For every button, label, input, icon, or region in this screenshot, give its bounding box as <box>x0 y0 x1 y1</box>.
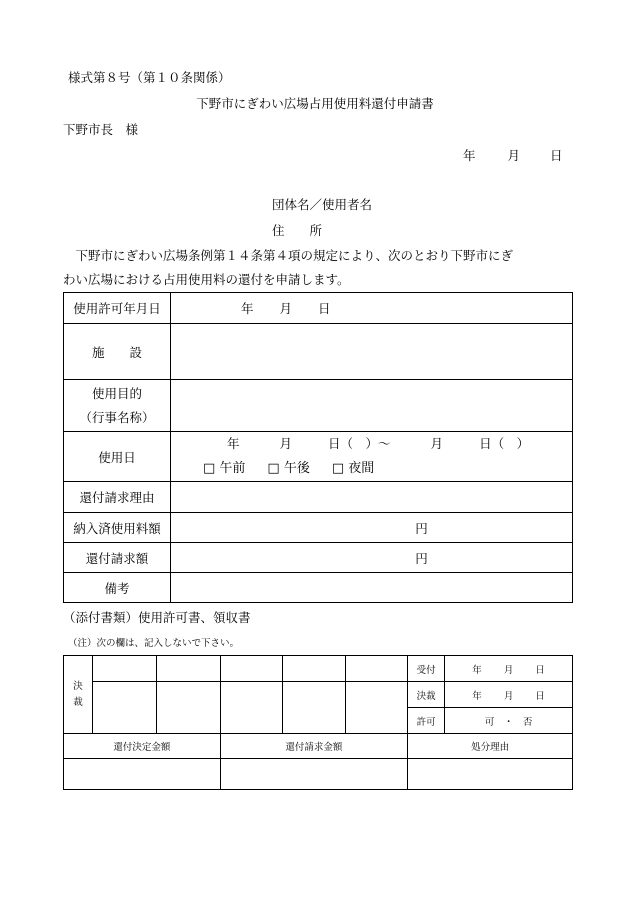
facility-label: 施 設 <box>64 324 171 380</box>
permit-date-month: 月 <box>279 301 293 316</box>
permit-date-cell[interactable] <box>171 293 573 324</box>
refund-reason-label: 還付請求理由 <box>64 482 171 513</box>
decided-label: 決裁 <box>408 682 445 708</box>
disposition-reason-cell[interactable] <box>408 759 573 790</box>
body-text-line-1: 下野市にぎわい広場条例第１４条第４項の規定により、次のとおり下野市にぎ <box>63 248 514 263</box>
table-row <box>64 759 573 790</box>
decided-month: 月 <box>503 690 514 702</box>
use-day-year: 年 <box>227 436 240 451</box>
date-line <box>463 146 563 164</box>
seal-box[interactable] <box>346 656 408 682</box>
time-options <box>203 456 572 481</box>
seal-box[interactable] <box>92 656 156 682</box>
purpose-label-line-1: 使用目的 <box>91 385 142 401</box>
decided-year: 年 <box>472 690 482 702</box>
seal-box[interactable] <box>156 656 220 682</box>
received-label: 受付 <box>408 656 445 682</box>
received-day: 日 <box>535 664 545 676</box>
table-row <box>64 734 573 759</box>
refund-amount-unit: 円 <box>415 550 428 566</box>
paid-fee-label: 納入済使用料額 <box>64 513 171 543</box>
date-month: 月 <box>507 148 521 163</box>
refund-reason-cell[interactable] <box>171 482 573 513</box>
purpose-label-line-2: （行事名称） <box>79 409 155 425</box>
refund-request-amount-cell[interactable] <box>220 759 408 790</box>
table-row <box>64 293 573 324</box>
form-title: 下野市にぎわい広場占用使用料還付申請書 <box>196 96 434 111</box>
office-use-table <box>63 655 573 790</box>
received-date[interactable] <box>445 656 573 682</box>
seal-box[interactable] <box>220 656 282 682</box>
table-row <box>64 656 573 682</box>
office-use-note: （注）次の欄は、記入しないで下さい。 <box>68 638 240 649</box>
refund-request-amount-label: 還付請求金額 <box>220 734 408 759</box>
use-day-day-2: 日（ ） <box>479 436 530 451</box>
use-day-month-1: 月 <box>279 436 293 451</box>
seal-box[interactable] <box>282 656 346 682</box>
decided-day: 日 <box>535 690 545 702</box>
date-year: 年 <box>463 148 476 163</box>
seal-box[interactable] <box>282 682 346 734</box>
table-row <box>64 543 573 573</box>
use-day-date-line <box>227 432 572 456</box>
refund-decision-amount-cell[interactable] <box>64 759 221 790</box>
time-option-night[interactable]: □ 夜間 <box>331 461 375 476</box>
disposition-reason-label: 処分理由 <box>408 734 573 759</box>
refund-amount-cell[interactable] <box>171 543 573 573</box>
attachments-note: （添付書類）使用許可書、領収書 <box>63 610 251 625</box>
applicant-name-label: 団体名／使用者名 <box>272 197 373 212</box>
decision-label: 決 裁 <box>64 656 93 734</box>
permit-date-year: 年 <box>241 301 254 316</box>
remarks-cell[interactable] <box>171 573 573 603</box>
table-row <box>64 513 573 543</box>
approval-label: 許可 <box>408 708 445 734</box>
seal-box[interactable] <box>220 682 282 734</box>
received-month: 月 <box>503 664 514 676</box>
use-day-label: 使用日 <box>64 432 171 482</box>
refund-decision-amount-label: 還付決定金額 <box>64 734 221 759</box>
time-option-morning[interactable]: □ 午前 <box>203 461 246 476</box>
body-text-line-2: わい広場における占用使用料の還付を申請します。 <box>63 272 350 287</box>
table-row <box>64 573 573 603</box>
application-table <box>63 292 573 603</box>
form-number: 様式第８号（第１０条関係） <box>68 70 231 85</box>
refund-amount-label: 還付請求額 <box>64 543 171 573</box>
time-option-afternoon[interactable]: □ 午後 <box>267 461 310 476</box>
remarks-label: 備考 <box>64 573 171 603</box>
permit-date-day: 日 <box>318 301 331 316</box>
applicant-address-label: 住 所 <box>272 223 323 238</box>
seal-box[interactable] <box>156 682 220 734</box>
table-row <box>64 324 573 380</box>
table-row <box>64 482 573 513</box>
purpose-cell[interactable] <box>171 380 573 432</box>
paid-fee-unit: 円 <box>415 520 428 536</box>
use-day-cell[interactable] <box>171 432 573 482</box>
seal-box[interactable] <box>92 682 156 734</box>
received-year: 年 <box>472 664 482 676</box>
date-day: 日 <box>550 148 563 163</box>
table-row <box>64 432 573 482</box>
seal-box[interactable] <box>346 682 408 734</box>
addressee: 下野市長 様 <box>63 122 139 137</box>
paid-fee-cell[interactable] <box>171 513 573 543</box>
table-row <box>64 380 573 432</box>
purpose-label <box>64 380 171 432</box>
decided-date[interactable] <box>445 682 573 708</box>
use-day-month-2: 月 <box>430 436 444 451</box>
permit-date-label: 使用許可年月日 <box>64 293 171 324</box>
table-row <box>64 682 573 708</box>
approval-value[interactable]: 可 ・ 否 <box>445 708 573 734</box>
use-day-day-1: 日（ ）～ <box>328 436 391 451</box>
facility-cell[interactable] <box>171 324 573 380</box>
